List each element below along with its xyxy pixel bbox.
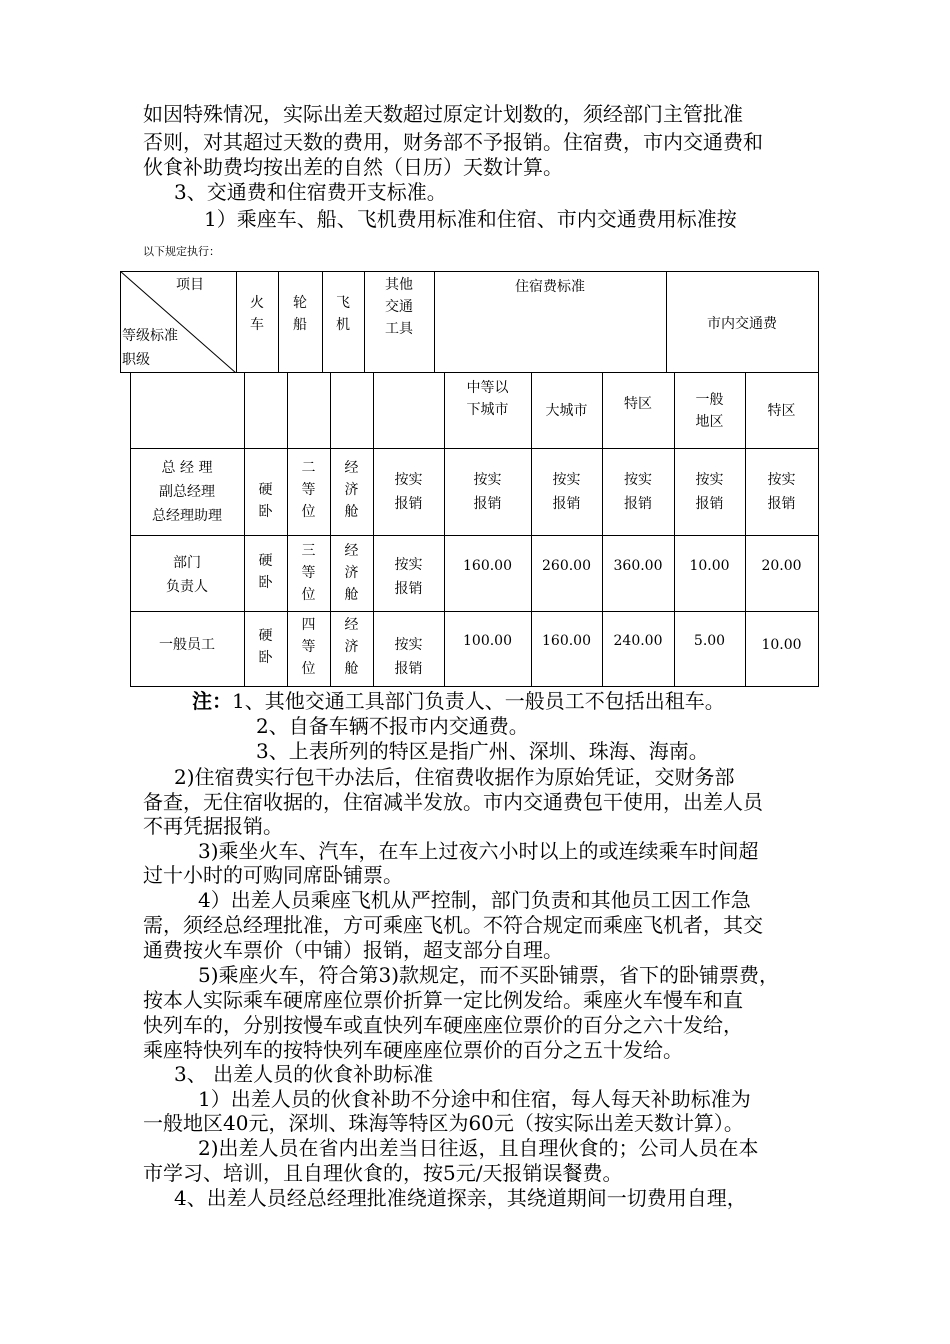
- text-line: 不再凭据报销。: [143, 814, 283, 838]
- header-local-transport: 市内交通费: [707, 316, 777, 332]
- row-ship: 三 等 位: [301, 543, 316, 603]
- row-value: 360.00: [613, 558, 663, 574]
- text-line: 1）乘座车、船、飞机费用标准和住宿、市内交通费用标准按: [204, 207, 737, 231]
- note-label: 注：: [192, 689, 232, 713]
- row-plane: 经 济 舱: [344, 543, 359, 603]
- row-value: 20.00: [761, 558, 802, 574]
- note-line-2: 2、自备车辆不报市内交通费。: [256, 714, 529, 738]
- text-line: 3)乘坐火车、汽车，在车上过夜六小时以上的或连续乘车时间超: [198, 839, 759, 863]
- row-ship: 四 等 位: [301, 617, 316, 677]
- row-value: 按实 报销: [552, 472, 581, 512]
- row-value: 按实 报销: [767, 472, 796, 512]
- row-value: 按实 报销: [695, 472, 724, 512]
- text-line: 快列车的，分别按慢车或直快列车硬座座位票价的百分之六十发给，: [143, 1013, 743, 1037]
- row-train: 硬 卧: [258, 628, 273, 666]
- section-heading: 3、 出差人员的伙食补助标准: [174, 1062, 434, 1086]
- row-value: 10.00: [761, 637, 802, 653]
- header-grade-std: 等级标准: [122, 328, 178, 344]
- text-line: 一般地区40元，深圳、珠海等特区为60元（按实际出差天数计算）。: [143, 1111, 744, 1135]
- header-plane: 飞 机: [336, 295, 350, 333]
- text-line: 否则，对其超过天数的费用，财务部不予报销。住宿费，市内交通费和: [143, 130, 763, 154]
- text-line: 伙食补助费均按出差的自然（日历）天数计算。: [143, 155, 563, 179]
- header-other-transport: 其他 交通 工具: [385, 277, 413, 337]
- text-line: 4）出差人员乘座飞机从严控制，部门负责和其他员工因工作急: [198, 888, 751, 912]
- row-value: 按实 报销: [624, 472, 652, 512]
- row-train: 硬 卧: [258, 553, 273, 591]
- row-train: 硬 卧: [258, 482, 273, 520]
- text-line: 按本人实际乘车硬席座位票价折算一定比例发给。乘座火车慢车和直: [143, 988, 743, 1012]
- row-other: 按实 报销: [394, 472, 423, 512]
- header-lodging-big-city: 大城市: [545, 403, 588, 419]
- row-value: 160.00: [463, 558, 512, 574]
- row-other: 按实 报销: [394, 637, 423, 677]
- text-line: 过十小时的可购同席卧铺票。: [143, 863, 403, 887]
- text-line: 乘座特快列车的按特快列车硬座座位票价的百分之五十发给。: [143, 1038, 683, 1062]
- row-rank: 部门 负责人: [166, 555, 208, 595]
- row-value: 260.00: [542, 558, 591, 574]
- header-lodging: 住宿费标准: [515, 279, 585, 295]
- row-ship: 二 等 位: [301, 460, 316, 520]
- section-heading: 3、交通费和住宿费开支标准。: [174, 180, 447, 204]
- header-lodging-mid-city: 中等以 下城市: [466, 380, 509, 418]
- header-train: 火 车: [250, 295, 264, 333]
- row-rank: 一般员工: [159, 637, 215, 653]
- text-line: 4、出差人员经总经理批准绕道探亲，其绕道期间一切费用自理，: [174, 1186, 747, 1210]
- row-value: 100.00: [463, 633, 512, 649]
- text-line: 2)出差人员在省内出差当日往返，且自理伙食的；公司人员在本: [198, 1136, 759, 1160]
- header-lodging-special-zone: 特区: [624, 396, 652, 412]
- header-local-special-zone: 特区: [767, 403, 796, 419]
- row-plane: 经 济 舱: [344, 460, 359, 520]
- text-line: 5)乘座火车，符合第3)款规定，而不买卧铺票，省下的卧铺票费，: [198, 963, 780, 987]
- row-value: 160.00: [542, 633, 591, 649]
- row-value: 10.00: [689, 558, 730, 574]
- text-line: 如因特殊情况，实际出差天数超过原定计划数的，须经部门主管批准: [143, 102, 743, 126]
- text-line: 2)住宿费实行包干办法后，住宿费收据作为原始凭证，交财务部: [174, 765, 735, 789]
- text-line: 通费按火车票价（中铺）报销，超支部分自理。: [143, 938, 563, 962]
- text-line: 备查，无住宿收据的，住宿减半发放。市内交通费包干使用，出差人员: [143, 790, 763, 814]
- row-rank: 总 经 理 副总经理 总经理助理: [152, 460, 222, 524]
- small-note: 以下规定执行：: [143, 245, 220, 258]
- note-line-1: 注：1、其他交通工具部门负责人、一般员工不包括出租车。: [192, 689, 725, 713]
- row-other: 按实 报销: [394, 557, 423, 597]
- row-plane: 经 济 舱: [344, 617, 359, 677]
- header-rank: 职级: [122, 352, 150, 368]
- row-value: 240.00: [613, 633, 663, 649]
- text-line: 市学习、培训，且自理伙食的，按5元/天报销误餐费。: [143, 1161, 623, 1185]
- header-ship: 轮 船: [293, 295, 307, 333]
- text-line: 1）出差人员的伙食补助不分途中和住宿，每人每天补助标准为: [198, 1087, 751, 1111]
- text-line: 需，须经总经理批准，方可乘座飞机。不符合规定而乘座飞机者，其交: [143, 913, 763, 937]
- header-local-general: 一般 地区: [695, 392, 724, 430]
- row-value: 5.00: [693, 633, 726, 649]
- note-line-3: 3、上表所列的特区是指广州、深圳、珠海、海南。: [256, 739, 709, 763]
- row-value: 按实 报销: [473, 472, 502, 512]
- header-item: 项目: [176, 277, 204, 293]
